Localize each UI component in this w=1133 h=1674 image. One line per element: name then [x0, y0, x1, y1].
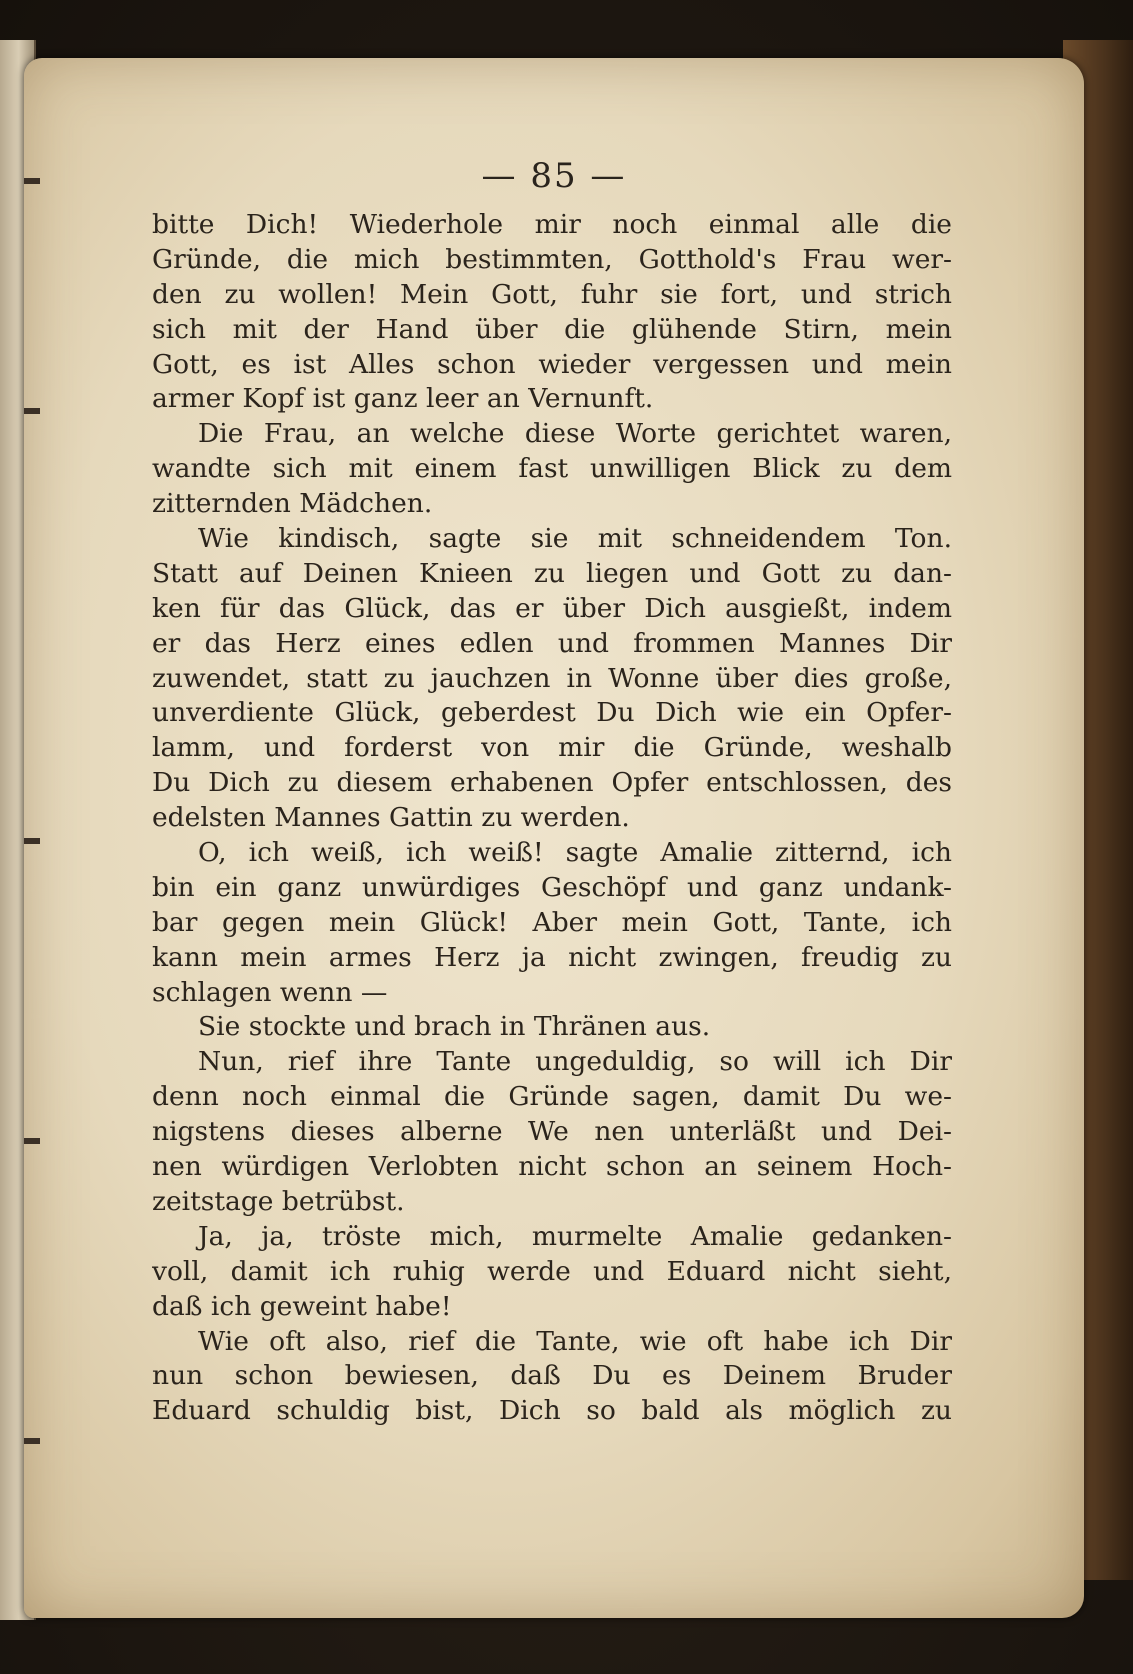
text-line: Gott, es ist Alles schon wieder vergessen und mein [152, 348, 952, 380]
text-line: voll, damit ich ruhig werde und Eduard nicht sieht, [152, 1255, 952, 1287]
text-line: daß ich geweint habe! [152, 1290, 452, 1322]
text-line: schlagen wenn — [152, 976, 388, 1008]
text-line: nun schon bewiesen, daß Du es Deinem Bruder [152, 1360, 952, 1392]
text-line: unverdiente Glück, geberdest Du Dich wie ein Opfer- [152, 697, 952, 729]
text-line: Statt auf Deinen Knieen zu liegen und Gott zu dan- [152, 557, 952, 589]
page-edge-mark [24, 408, 40, 414]
text-line: Du Dich zu diesem erhabenen Opfer entschlossen, des [152, 767, 952, 799]
text-line: sich mit der Hand über die glühende Stirn, mein [152, 313, 952, 345]
text-line: zeitstage betrübst. [152, 1185, 405, 1217]
text-line: Wie oft also, rief die Tante, wie oft habe ich Dir [198, 1325, 952, 1357]
text-line: Ja, ja, tröste mich, murmelte Amalie gedanken- [198, 1220, 952, 1252]
text-line: zuwendet, statt zu jauchzen in Wonne über dies große, [152, 662, 952, 694]
text-line: lamm, und forderst von mir die Gründe, weshalb [152, 732, 952, 764]
text-line: armer Kopf ist ganz leer an Vernunft. [152, 383, 654, 415]
text-line: Sie stockte und brach in Thränen aus. [198, 1011, 711, 1043]
text-line: bin ein ganz unwürdiges Geschöpf und ganz undank- [152, 871, 952, 903]
text-line: nigstens dieses alberne We nen unterläßt und Dei- [152, 1116, 952, 1148]
text-line: bar gegen mein Glück! Aber mein Gott, Tante, ich [152, 906, 952, 938]
text-line: O, ich weiß, ich weiß! sagte Amalie zitternd, ich [198, 837, 952, 869]
page-number: — 85 — [481, 156, 627, 196]
text-line: bitte Dich! Wiederhole mir noch einmal alle die [152, 209, 952, 240]
page-edge-mark [24, 1138, 40, 1144]
page-edge-mark [24, 1438, 40, 1444]
text-line: Wie kindisch, sagte sie mit schneidendem Ton. [198, 523, 952, 555]
text-line: Die Frau, an welche diese Worte gerichtet waren, [198, 418, 952, 450]
text-line: edelsten Mannes Gattin zu werden. [152, 802, 630, 834]
text-line: er das Herz eines edlen und frommen Mannes Dir [152, 627, 952, 659]
text-line: Eduard schuldig bist, Dich so bald als möglich zu [152, 1395, 952, 1427]
text-line: ken für das Glück, das er über Dich ausgießt, indem [152, 592, 952, 624]
text-line: denn noch einmal die Gründe sagen, damit Du we- [152, 1081, 952, 1113]
text-line: den zu wollen! Mein Gott, fuhr sie fort, und strich [152, 278, 952, 310]
book-page [24, 58, 1084, 1618]
body-text [152, 208, 952, 1429]
text-line: nen würdigen Verlobten nicht schon an seinem Hoch- [152, 1151, 952, 1183]
text-line: wandte sich mit einem fast unwilligen Blick zu dem [152, 453, 952, 485]
text-line: Gründe, die mich bestimmten, Gotthold's Frau wer- [152, 243, 952, 275]
text-line: kann mein armes Herz ja nicht zwingen, freudig zu [152, 941, 952, 973]
text-line: Nun, rief ihre Tante ungeduldig, so will ich Dir [198, 1046, 952, 1078]
text-line: zitternden Mädchen. [152, 488, 433, 520]
page-edge-mark [24, 838, 40, 844]
